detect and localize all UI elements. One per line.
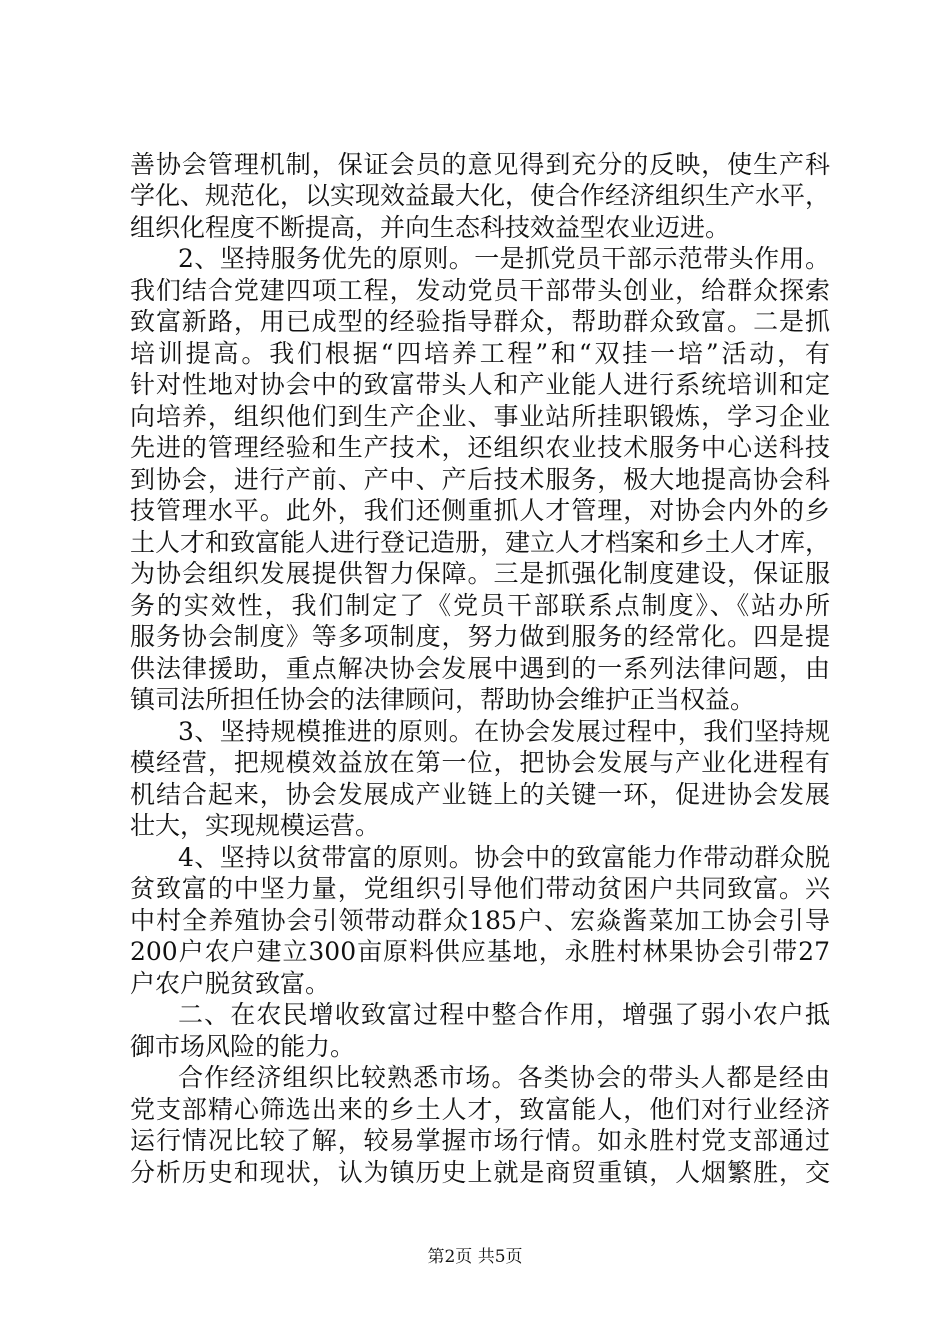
text-line: 组织化程度不断提高，并向生态科技效益型农业迈进。 [130,213,731,242]
text-line: 贫致富的中坚力量，党组织引导他们带动贫困户共同致富。兴 [130,874,830,903]
text-line: 中村全养殖协会引领带动群众185户、宏焱酱菜加工协会引导 [130,906,830,935]
text-line: 机结合起来，协会发展成产业链上的关键一环，促进协会发展 [130,780,830,809]
text-line: 合作经济组织比较熟悉市场。各类协会的带头人都是经由 [178,1063,830,1092]
text-line: 4、坚持以贫带富的原则。协会中的致富能力作带动群众脱 [178,843,830,872]
text-line: 壮大，实现规模运营。 [130,811,381,840]
text-line: 善协会管理机制，保证会员的意见得到充分的反映，使生产科 [130,150,830,179]
section-heading: 御市场风险的能力。 [130,1032,356,1061]
text-line: 技管理水平。此外，我们还侧重抓人才管理，对协会内外的乡 [130,496,830,525]
text-line: 先进的管理经验和生产技术，还组织农业技术服务中心送科技 [130,433,830,462]
text-line: 供法律援助，重点解决协会发展中遇到的一系列法律问题，由 [130,654,830,683]
text-line: 镇司法所担任协会的法律顾问，帮助协会维护正当权益。 [130,685,756,714]
section-heading: 二、在农民增收致富过程中整合作用，增强了弱小农户抵 [178,1000,830,1029]
text-line: 学化、规范化，以实现效益最大化，使合作经济组织生产水平， [130,181,830,210]
text-line: 200户农户建立300亩原料供应基地，永胜村林果协会引带27 [130,937,830,966]
text-line: 土人才和致富能人进行登记造册，建立人才档案和乡土人才库， [130,528,830,557]
text-line: 3、坚持规模推进的原则。在协会发展过程中，我们坚持规 [178,717,830,746]
text-line: 运行情况比较了解，较易掌握市场行情。如永胜村党支部通过 [130,1126,830,1155]
text-line: 党支部精心筛选出来的乡土人才，致富能人，他们对行业经济 [130,1095,830,1124]
text-line: 培训提高。我们根据“四培养工程”和“双挂一培”活动，有 [130,339,830,368]
page-number: 第2页 共5页 [427,1247,523,1267]
text-line: 模经营，把规模效益放在第一位，把协会发展与产业化进程有 [130,748,830,777]
text-line: 到协会，进行产前、产中、产后技术服务，极大地提高协会科 [130,465,830,494]
text-line: 户农户脱贫致富。 [130,969,331,998]
text-line: 分析历史和现状，认为镇历史上就是商贸重镇，人烟繁胜，交 [130,1158,830,1187]
text-line: 为协会组织发展提供智力保障。三是抓强化制度建设，保证服 [130,559,830,588]
text-line: 务的实效性，我们制定了《党员干部联系点制度》、《站办所 [130,591,830,620]
text-line: 向培养，组织他们到生产企业、事业站所挂职锻炼，学习企业 [130,402,830,431]
text-line: 针对性地对协会中的致富带头人和产业能人进行系统培训和定 [130,370,830,399]
text-line: 服务协会制度》等多项制度，努力做到服务的经常化。四是提 [130,622,830,651]
text-line: 致富新路，用已成型的经验指导群众，帮助群众致富。二是抓 [130,307,830,336]
text-line: 2、坚持服务优先的原则。一是抓党员干部示范带头作用。 [178,244,830,273]
text-line: 我们结合党建四项工程，发动党员干部带头创业，给群众探索 [130,276,830,305]
